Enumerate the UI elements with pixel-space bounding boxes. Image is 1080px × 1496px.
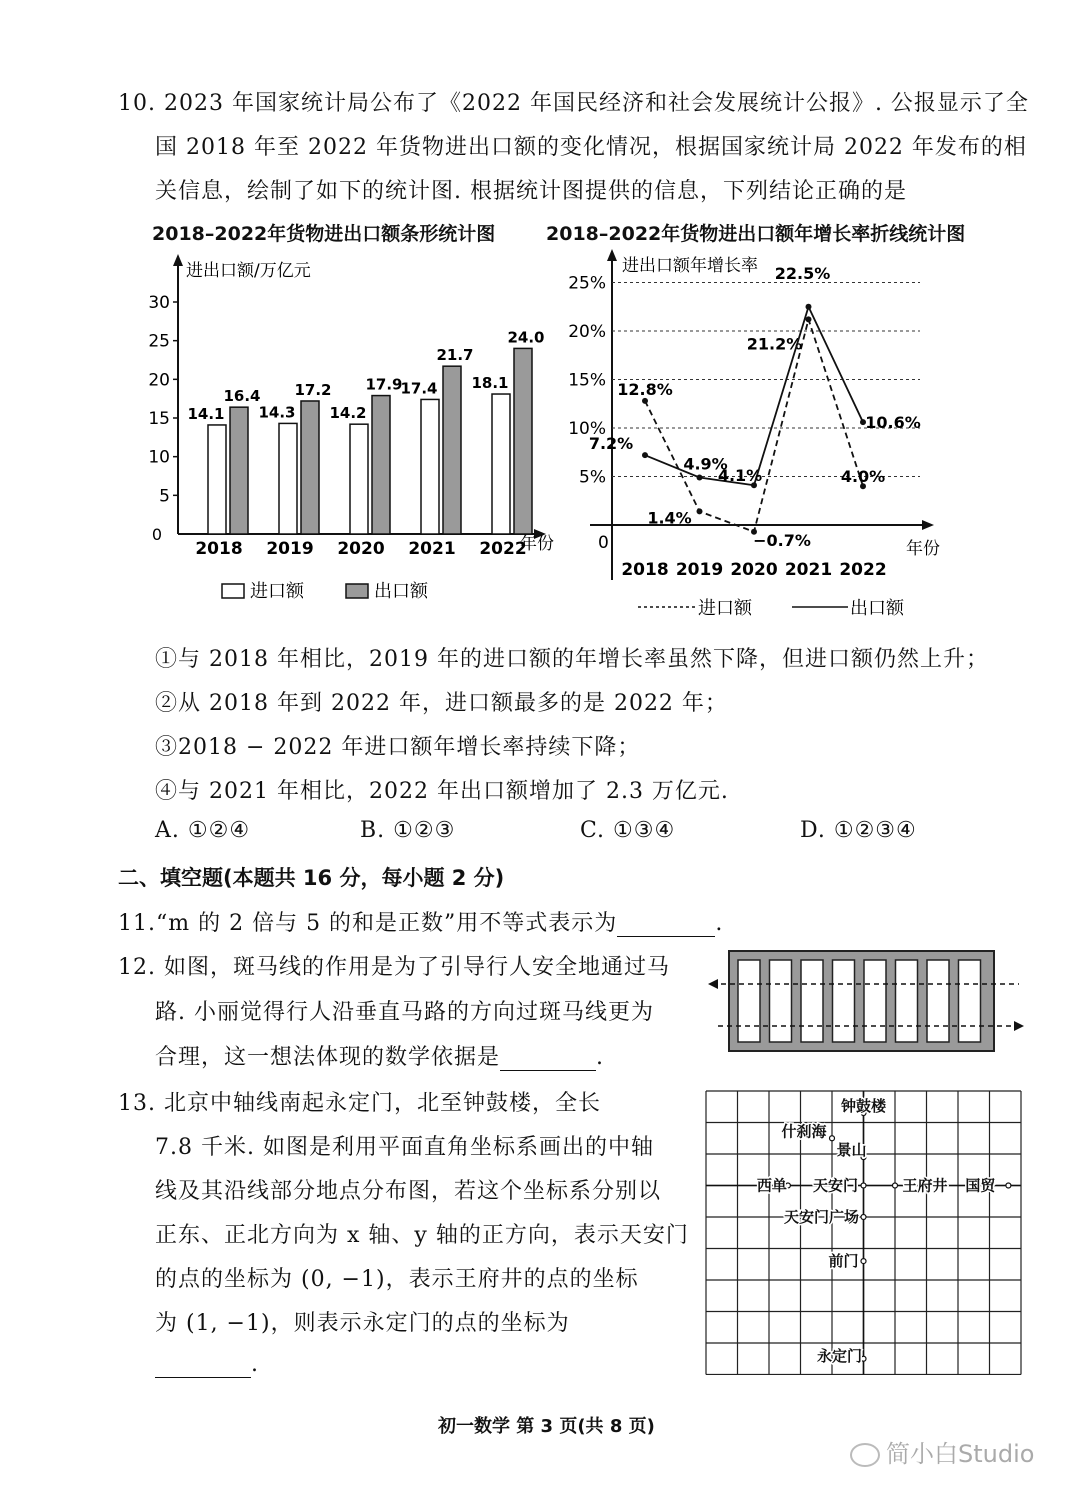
y-tick-label: 5: [159, 486, 170, 507]
q13-blank-line: .: [155, 1352, 259, 1378]
bar-value-label: 17.9: [365, 375, 403, 394]
y-tick-label: 20%: [568, 322, 606, 342]
place-point: [861, 1183, 866, 1188]
q12-answer-blank[interactable]: [500, 1045, 596, 1071]
q10-line-2: 国 2018 年至 2022 年货物进出口额的变化情况，根据国家统计局 2022 年发布的相: [155, 135, 1027, 160]
x-tick-label: 2018: [621, 560, 669, 580]
x-axis-label: 年份: [520, 534, 554, 554]
y-tick-label: 15: [148, 409, 170, 429]
export-bar: [230, 407, 248, 534]
zebra-stripe: [864, 960, 886, 1042]
y-tick-label: 25%: [568, 273, 606, 294]
statement-4: ④与 2021 年相比，2022 年出口额增加了 2.3 万亿元.: [155, 779, 729, 804]
arrow-left-icon: [708, 979, 718, 989]
axis-map-figure: [700, 1085, 1030, 1375]
q13-line-4: 正东、正北方向为 x 轴、y 轴的正方向，表示天安门: [155, 1223, 689, 1248]
place-point: [861, 1215, 866, 1220]
export-bar: [372, 396, 390, 534]
rate-value-label: 10.6%: [865, 413, 921, 433]
q11-text: 11.“m 的 2 倍与 5 的和是正数”用不等式表示为 .: [118, 911, 724, 936]
y-tick-label: 20: [148, 370, 170, 391]
place-label: 国贸: [965, 1176, 996, 1195]
y-axis-arrow-icon: [607, 249, 617, 261]
import-rate-point: [806, 316, 812, 322]
place-label: 什刹海: [781, 1122, 827, 1141]
bar-value-label: 14.3: [258, 403, 296, 422]
rate-value-label: −0.7%: [753, 530, 811, 550]
q10-line-3: 关信息，绘制了如下的统计图. 根据统计图提供的信息，下列结论正确的是: [155, 179, 907, 204]
bar-value-label: 14.1: [187, 404, 225, 423]
legend-export-label: 出口额: [850, 598, 904, 619]
zebra-stripe: [833, 960, 855, 1042]
origin-label: 0: [598, 533, 609, 553]
y-axis-label: 进出口额/万亿元: [186, 261, 311, 281]
y-axis-arrow-icon: [173, 254, 183, 266]
import-bar: [208, 425, 226, 534]
y-tick-label: 0: [151, 525, 162, 544]
export-rate-point: [697, 474, 703, 480]
legend-export-swatch: [346, 584, 368, 598]
export-bar: [443, 366, 461, 534]
bar-chart-title: 2018–2022年货物进出口额条形统计图: [152, 223, 496, 245]
zebra-stripe: [959, 960, 981, 1042]
x-tick-label: 2022: [839, 560, 887, 580]
place-label: 前门: [828, 1252, 859, 1271]
rate-value-label: 21.2%: [746, 334, 803, 354]
x-tick-label: 2022: [479, 539, 527, 559]
export-rate-point: [806, 304, 812, 310]
rate-value-label: 7.2%: [588, 434, 634, 454]
place-label: 西单: [756, 1176, 787, 1195]
bar-value-label: 14.2: [329, 404, 367, 423]
q13-line-6: 为 (1, −1)，则表示永定门的点的坐标为: [155, 1311, 570, 1336]
place-label: 钟鼓楼: [840, 1097, 887, 1116]
zebra-stripe: [770, 960, 792, 1042]
place-label: 天安门: [812, 1176, 859, 1195]
q12-line-2: 路. 小丽觉得行人沿垂直马路的方向过斑马线更为: [155, 1000, 654, 1025]
statement-2: ②从 2018 年到 2022 年，进口额最多的是 2022 年；: [155, 691, 728, 716]
y-tick-label: 10%: [568, 419, 606, 439]
option-c[interactable]: C. ①③④: [580, 818, 676, 843]
y-tick-label: 10: [148, 447, 170, 468]
q13-answer-blank[interactable]: [155, 1352, 251, 1378]
import-bar: [492, 394, 510, 534]
place-label: 景山: [836, 1141, 867, 1160]
rate-value-label: 22.5%: [774, 263, 831, 283]
section-heading: 二、填空题(本题共 16 分，每小题 2 分): [118, 866, 505, 890]
y-tick-label: 5%: [579, 467, 606, 488]
q13-line-3: 线及其沿线部分地点分布图，若这个坐标系分别以: [155, 1179, 662, 1204]
y-tick-label: 25: [148, 331, 170, 352]
rate-value-label: 12.8%: [617, 379, 673, 399]
place-label: 永定门: [816, 1346, 863, 1365]
bar-value-label: 17.2: [294, 380, 332, 399]
x-tick-label: 2019: [266, 539, 314, 559]
rate-value-label: 4.1%: [717, 466, 763, 486]
legend-import-label: 进口额: [250, 581, 304, 602]
rate-value-label: 4.0%: [840, 467, 886, 487]
x-tick-label: 2020: [730, 560, 778, 580]
import-bar: [350, 424, 368, 534]
statement-1: ①与 2018 年相比，2019 年的进口额的年增长率虽然下降，但进口额仍然上升；: [155, 647, 989, 672]
import-bar: [279, 423, 297, 534]
q13-line-5: 的点的坐标为 (0, −1)，表示王府井的点的坐标: [155, 1267, 639, 1292]
legend-import-swatch: [222, 584, 244, 598]
q12-line-1: 12. 如图，斑马线的作用是为了引导行人安全地通过马: [118, 955, 670, 980]
x-axis-arrow-icon: [922, 520, 934, 530]
bar-value-label: 18.1: [471, 374, 509, 393]
x-axis-label: 年份: [906, 539, 940, 559]
watermark: 简小白Studio: [850, 1434, 1034, 1469]
q13-line-1: 13. 北京中轴线南起永定门，北至钟鼓楼，全长: [118, 1091, 601, 1116]
rate-value-label: 4.9%: [683, 454, 728, 474]
zebra-stripe: [896, 960, 918, 1042]
option-b[interactable]: B. ①②③: [360, 818, 456, 843]
place-point: [1006, 1183, 1011, 1188]
export-rate-point: [642, 452, 648, 458]
zebra-stripe: [738, 960, 760, 1042]
q11-answer-blank[interactable]: [617, 911, 715, 937]
line-chart-title: 2018–2022年货物进出口额年增长率折线统计图: [546, 223, 966, 245]
place-point: [830, 1136, 835, 1141]
legend-export-label: 出口额: [374, 581, 428, 602]
bar-value-label: 24.0: [507, 328, 545, 347]
import-rate-point: [697, 508, 703, 514]
rate-value-label: 1.4%: [647, 508, 692, 528]
q12-line-3: 合理，这一想法体现的数学依据是 .: [155, 1045, 605, 1070]
x-tick-label: 2019: [675, 560, 724, 580]
bar-value-label: 21.7: [436, 346, 474, 365]
zebra-stripe: [801, 960, 823, 1042]
line-chart: [560, 245, 960, 630]
wechat-icon: [850, 1443, 880, 1467]
x-tick-label: 2021: [784, 560, 833, 580]
y-axis-label: 进出口额年增长率: [622, 256, 758, 276]
bar-chart: [140, 250, 580, 620]
zebra-stripe: [927, 960, 949, 1042]
place-point: [861, 1259, 866, 1264]
x-tick-label: 2021: [408, 539, 456, 559]
place-label: 王府井: [902, 1176, 948, 1195]
place-label: 天安门广场: [783, 1208, 860, 1226]
zebra-crossing-figure: [704, 948, 1030, 1060]
statement-3: ③2018 − 2022 年进口额年增长率持续下降；: [155, 735, 641, 760]
export-bar: [514, 348, 532, 534]
export-bar: [301, 401, 319, 534]
q13-line-2: 7.8 千米. 如图是利用平面直角坐标系画出的中轴: [155, 1135, 654, 1160]
y-tick-label: 15%: [568, 370, 606, 391]
option-d[interactable]: D. ①②③④: [800, 818, 917, 843]
page-footer: 初一数学 第 3 页(共 8 页): [438, 1416, 655, 1437]
x-tick-label: 2018: [195, 539, 243, 559]
import-bar: [421, 399, 439, 534]
x-tick-label: 2020: [337, 539, 385, 559]
legend-import-label: 进口额: [698, 598, 752, 619]
arrow-right-icon: [1014, 1021, 1024, 1031]
bar-value-label: 17.4: [400, 379, 438, 398]
bar-value-label: 16.4: [223, 387, 261, 406]
option-a[interactable]: A. ①②④: [155, 818, 251, 843]
place-point: [893, 1183, 898, 1188]
y-tick-label: 30: [148, 293, 170, 313]
q10-line-1: 10. 2023 年国家统计局公布了《2022 年国民经济和社会发展统计公报》. 公报显示了全: [118, 91, 1029, 116]
